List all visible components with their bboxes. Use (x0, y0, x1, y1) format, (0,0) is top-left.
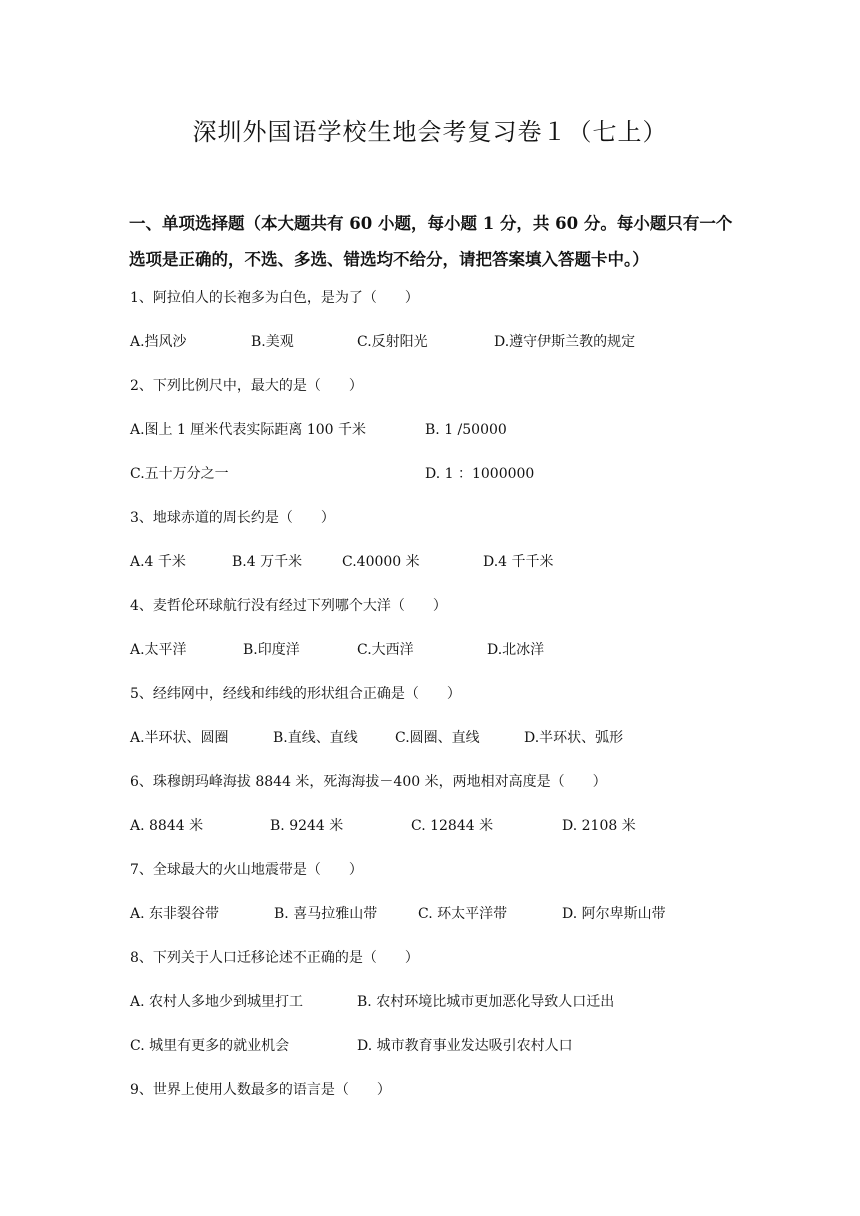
question-8-option-c: C. 城里有更多的就业机会 (130, 1038, 290, 1054)
question-5-option-c: C.圆圈、直线 (395, 730, 480, 746)
question-5-option-b: B.直线、直线 (273, 730, 358, 746)
question-3-option-c: C.40000 米 (342, 554, 420, 570)
question-2-option-b: B. 1 /50000 (425, 422, 507, 438)
question-1-stem: 1、阿拉伯人的长袍多为白色，是为了（ ） (130, 290, 419, 306)
question-5-stem: 5、经纬网中，经线和纬线的形状组合正确是（ ） (130, 686, 461, 702)
question-8-option-b: B. 农村环境比城市更加恶化导致人口迁出 (357, 994, 615, 1010)
question-1-option-b: B.美观 (251, 334, 294, 350)
question-5-option-d: D.半环状、弧形 (524, 730, 624, 746)
question-6-option-c: C. 12844 米 (411, 818, 494, 834)
question-3-option-a: A.4 千米 (130, 554, 186, 570)
question-6-option-b: B. 9244 米 (270, 818, 344, 834)
question-1-option-d: D.遵守伊斯兰教的规定 (494, 334, 636, 350)
question-1-option-c: C.反射阳光 (357, 334, 428, 350)
question-7-option-b: B. 喜马拉雅山带 (274, 906, 378, 922)
question-6-option-a: A. 8844 米 (130, 818, 204, 834)
question-6-option-d: D. 2108 米 (562, 818, 636, 834)
question-5-option-a: A.半环状、圆圈 (130, 730, 229, 746)
question-7-option-d: D. 阿尔卑斯山带 (562, 906, 666, 922)
question-7-option-c: C. 环太平洋带 (418, 906, 508, 922)
question-4-stem: 4、麦哲伦环球航行没有经过下列哪个大洋（ ） (130, 598, 447, 614)
question-4-option-a: A.太平洋 (130, 642, 187, 658)
question-2-option-d: D. 1 ：1000000 (425, 466, 535, 482)
question-4-option-d: D.北冰洋 (487, 642, 545, 658)
question-3-stem: 3、地球赤道的周长约是（ ） (130, 510, 335, 526)
question-8-option-a: A. 农村人多地少到城里打工 (130, 994, 304, 1010)
question-1-option-a: A.挡风沙 (130, 334, 187, 350)
question-9-stem: 9、世界上使用人数最多的语言是（ ） (130, 1082, 391, 1098)
page-title: 深圳外国语学校生地会考复习卷１（七上） (192, 118, 668, 146)
question-6-stem: 6、珠穆朗玛峰海拔 8844 米，死海海拔－400 米，两地相对高度是（ ） (130, 774, 607, 790)
question-2-stem: 2、下列比例尺中，最大的是（ ） (130, 378, 363, 394)
question-7-option-a: A. 东非裂谷带 (130, 906, 220, 922)
section-heading: 一、单项选择题（本大题共有 60 小题，每小题 1 分，共 60 分。每小题只有一个选项是正确的，不选、多选、错选均不给分，请把答案填入答题卡中。） (129, 214, 733, 269)
question-2-option-a: A.图上 1 厘米代表实际距离 100 千米 (130, 422, 366, 438)
question-8-option-d: D. 城市教育事业发达吸引农村人口 (357, 1038, 573, 1054)
question-3-option-b: B.4 万千米 (232, 554, 303, 570)
question-7-stem: 7、全球最大的火山地震带是（ ） (130, 862, 363, 878)
question-4-option-b: B.印度洋 (243, 642, 300, 658)
question-2-option-c: C.五十万分之一 (130, 466, 229, 482)
question-4-option-c: C.大西洋 (357, 642, 414, 658)
question-3-option-d: D.4 千千米 (483, 554, 554, 570)
question-8-stem: 8、下列关于人口迁移论述不正确的是（ ） (130, 950, 419, 966)
